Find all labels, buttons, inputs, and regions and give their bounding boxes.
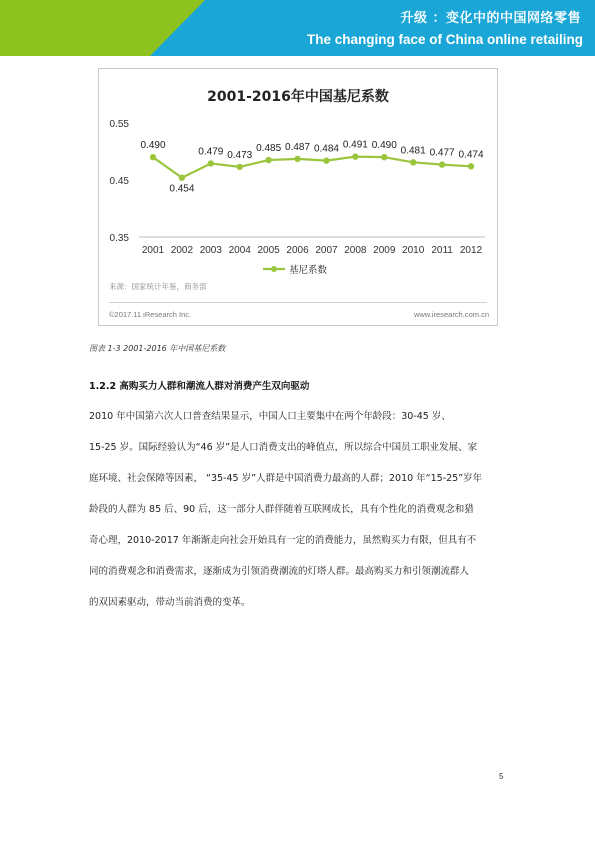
data-label: 0.454 (169, 183, 195, 195)
data-label: 0.490 (140, 140, 166, 152)
x-tick-label: 2006 (286, 245, 309, 256)
x-tick-label: 2004 (228, 245, 251, 256)
data-label: 0.474 (458, 149, 484, 161)
chart-copyright: ©2017.11 iResearch Inc. (109, 310, 192, 319)
legend-swatch-marker (271, 266, 277, 272)
body-line: 同的消费观念和消费需求，逐渐成为引领消费潮流的灯塔人群。最高购买力和引领潮流群人 (89, 566, 470, 577)
body-line: 15-25 岁。国际经验认为“46 岁”是人口消费支出的峰值点，所以综合中国员工职业发展、家 (89, 442, 478, 453)
data-point (237, 164, 243, 170)
data-label: 0.491 (342, 139, 368, 151)
x-tick-label: 2003 (199, 245, 222, 256)
header-subtitle: The changing face of China online retailing (306, 32, 583, 47)
data-label: 0.473 (227, 149, 253, 161)
data-point (150, 154, 156, 160)
series-line (153, 157, 471, 178)
chart-figure (98, 68, 498, 326)
chart-site: www.iresearch.com.cn (413, 310, 489, 319)
x-tick-label: 2002 (170, 245, 194, 256)
x-tick-label: 2001 (141, 245, 165, 256)
data-label: 0.479 (198, 146, 224, 158)
data-point (323, 157, 329, 163)
body-line: 庭环境、社会保障等因素， “35-45 岁”人群是中国消费力最高的人群；2010 年“15-25”岁年 (89, 473, 483, 484)
legend-label: 基尼系数 (289, 265, 328, 276)
chart-source: 来源：国家统计年鉴，商务部 (109, 282, 207, 291)
y-tick-label: 0.45 (109, 176, 129, 187)
x-tick-label: 2011 (431, 245, 453, 256)
data-point (468, 163, 474, 169)
chart-divider (109, 302, 487, 303)
x-tick-label: 2012 (459, 245, 483, 256)
y-tick-label: 0.35 (109, 233, 129, 244)
data-point (208, 160, 214, 166)
data-point (439, 161, 445, 167)
data-point (381, 154, 387, 160)
data-point (294, 156, 300, 162)
data-point (352, 153, 358, 159)
data-label: 0.477 (429, 147, 455, 159)
figure-caption: 图表 1-3 2001-2016 年中国基尼系数 (89, 344, 226, 353)
y-tick-label: 0.55 (109, 119, 129, 130)
data-label: 0.481 (400, 145, 426, 157)
x-tick-label: 2009 (373, 245, 396, 256)
section-heading: 1.2.2 高购买力人群和潮流人群对消费产生双向驱动 (89, 381, 310, 392)
x-tick-label: 2007 (315, 245, 338, 256)
data-label: 0.485 (256, 143, 282, 155)
body-paragraph (89, 401, 509, 618)
data-label: 0.487 (285, 141, 311, 153)
x-tick-label: 2010 (402, 245, 425, 256)
header-title: 升级 ：变化中的中国网络零售 (400, 11, 581, 26)
body-line: 的双因素驱动，带动当前消费的变革。 (89, 597, 251, 608)
body-line: 2010 年中国第六次人口普查结果显示，中国人口主要集中在两个年龄段：30-45 岁、 (89, 411, 451, 422)
x-tick-label: 2008 (344, 245, 367, 256)
data-point (179, 175, 185, 181)
page-number: 5 (499, 772, 504, 781)
data-label: 0.490 (371, 140, 397, 152)
chart-title: 2001-2016年中国基尼系数 (207, 89, 389, 105)
body-line: 奇心理，2010-2017 年渐渐走向社会开始具有一定的消费能力，虽然购买力有限，但具有不 (89, 535, 477, 546)
x-tick-label: 2005 (257, 245, 280, 256)
data-point (410, 159, 416, 165)
data-label: 0.484 (313, 143, 339, 155)
data-point (265, 157, 271, 163)
body-line: 龄段的人群为 85 后、90 后，这一部分人群伴随着互联网成长，具有个性化的消费观念和猎 (89, 504, 474, 515)
